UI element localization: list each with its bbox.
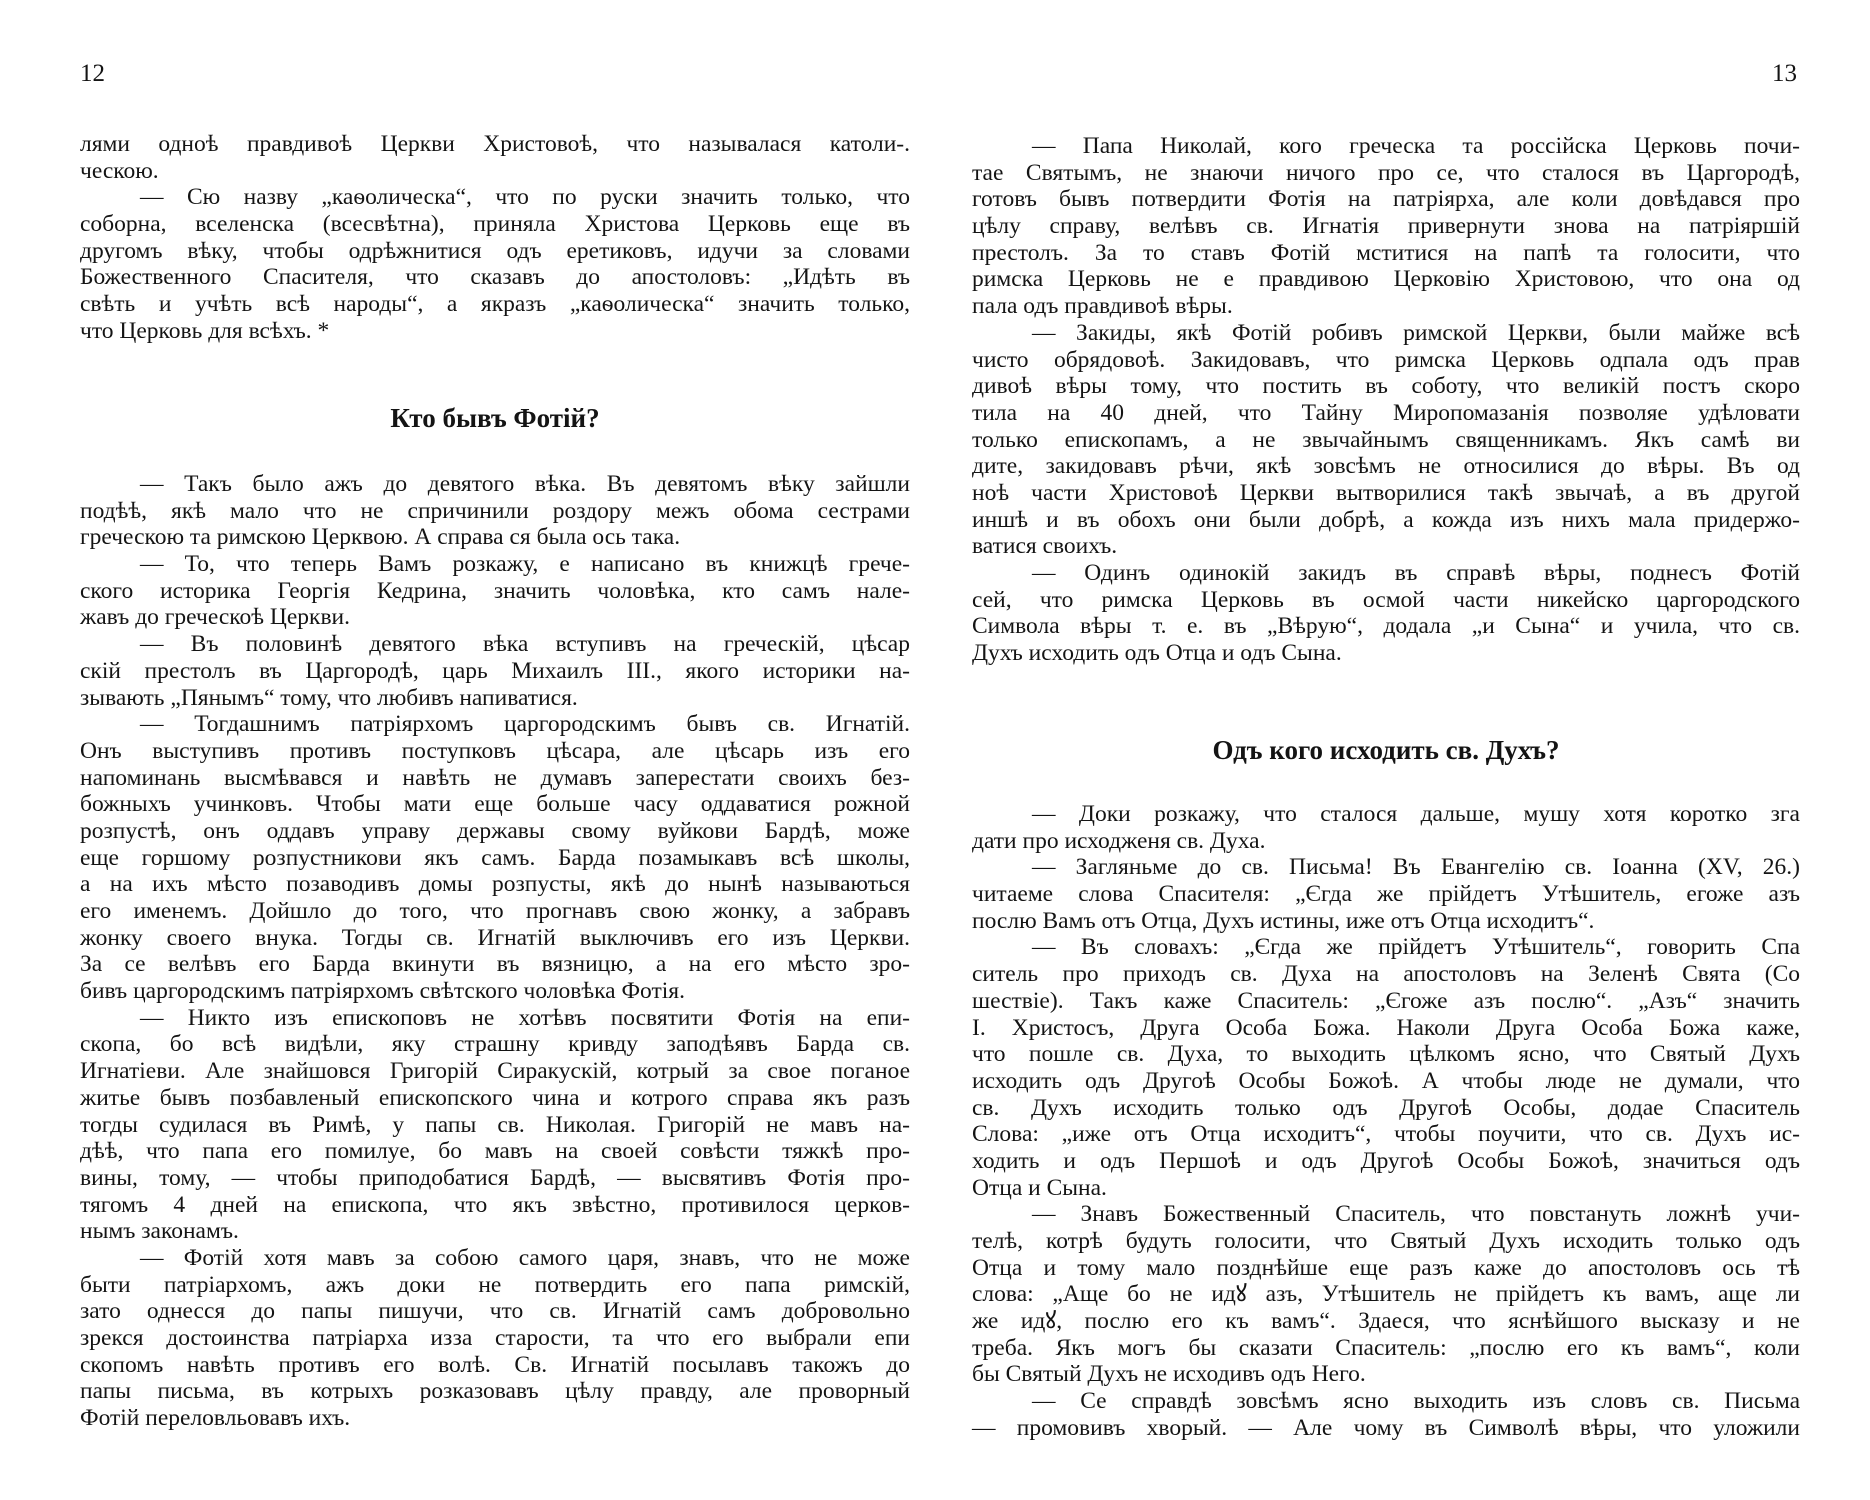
text-line: еще горшому розпустникови якъ самъ. Барда позамыкавъ всѣ школы, xyxy=(80,844,910,871)
left-section-heading: Кто бывъ Фотій? xyxy=(390,403,600,433)
text-line: дивоѣ вѣры тому, что постить въ соботу, что великій постъ скоро xyxy=(972,373,1800,400)
text-line: шествіе). Такъ каже Спаситель: „Єгоже азъ послю“. „Азъ“ значить xyxy=(972,987,1800,1014)
text-line: тила на 40 дней, что Тайну Миропомазанія позволяе удѣловати xyxy=(972,399,1800,426)
text-line: Отца и тому мало позднѣйше еще разъ каже до апостоловъ ось тѣ xyxy=(972,1254,1800,1281)
text-line: — Въ половинѣ девятого вѣка вступивъ на греческій, цѣсар xyxy=(140,631,910,658)
text-line: лями одноѣ правдивоѣ Церкви Христовоѣ, что называлася католи-. xyxy=(80,131,910,157)
text-line: розпустѣ, онъ оддавъ управу державы свому вуйкови Бардѣ, може xyxy=(80,817,910,844)
text-line: дати про исходженя св. Духа. xyxy=(972,827,1266,854)
text-line: слова: „Аще бо не идꙋ азъ, Утѣшитель не прійдетъ къ вамъ, аще ли xyxy=(972,1281,1800,1308)
paragraph xyxy=(972,1201,1800,1388)
text-line: — Се справдѣ зовсѣмъ ясно выходить изъ словъ св. Письма xyxy=(1032,1388,1800,1415)
text-line: Слова: „иже отъ Отца исходитъ“, чтобы поучити, что св. Духъ ис- xyxy=(972,1121,1800,1148)
text-line: жавъ до греческоѣ Церкви. xyxy=(80,604,351,631)
text-line: греческою та римскою Церквою. А справа ся была ось така. xyxy=(80,524,681,551)
text-line: дѣѣ, что папа его помилуе, бо мавъ на своей совѣсти тяжкѣ про- xyxy=(80,1138,910,1165)
paragraph xyxy=(972,934,1800,1201)
text-line: сей, что римска Церковь въ осмой части никейско царгородского xyxy=(972,586,1800,613)
text-line: Отца и Сына. xyxy=(972,1174,1107,1201)
left-text-block-2 xyxy=(80,471,910,1432)
text-line: ноѣ части Христовоѣ Церкви вытворилися такѣ звычаѣ, а въ другой xyxy=(972,479,1800,506)
text-line: телѣ, котрѣ будуть голосити, что Святый Духъ исходить только одъ xyxy=(972,1228,1800,1254)
text-line: божныхъ учинковъ. Чтобы мати еще больше часу оддаватися рожной xyxy=(80,791,910,818)
text-line: — Сю назву „каѳолическа“, что по руски значить только, что xyxy=(140,184,910,211)
text-line: вины, тому, — чтобы приподобатися Бардѣ, — высвятивъ Фотія про- xyxy=(80,1164,910,1191)
text-line: его именемъ. Дойшло до того, что прогнавъ свою жонку, а забравъ xyxy=(80,898,910,924)
text-line: чисто обрядовоѣ. Закидовавъ, что римска Церковь одпала одъ прав xyxy=(972,346,1800,373)
text-line: только епископамъ, а не звычайнымъ священникамъ. Якъ самѣ ви xyxy=(972,426,1800,453)
paragraph xyxy=(80,1005,910,1245)
text-line: Божественного Спасителя, что сказавъ до апостоловъ: „Идѣть въ xyxy=(80,264,910,291)
text-line: бы Святый Духъ не исходивъ одъ Него. xyxy=(972,1361,1366,1388)
text-line: скій престолъ въ Царгородѣ, царь Михаилъ III., якого историки на- xyxy=(80,657,910,684)
text-line: — Закиды, якѣ Фотій робивъ римской Церкви, были майже всѣ xyxy=(1032,319,1800,346)
text-line: — Такъ было ажъ до девятого вѣка. Въ девятомъ вѣку зайшли xyxy=(140,471,910,497)
paragraph xyxy=(972,1388,1800,1441)
text-line: тягомъ 4 дней на епископа, что якъ звѣстно, противилося церков- xyxy=(80,1191,910,1218)
text-line: читаеме слова Спасителя: „Єгда же прійдетъ Утѣшитель, егоже азъ xyxy=(972,881,1800,908)
text-line: подѣѣ, якѣ мало что не спричинили роздору межъ обома сестрами xyxy=(80,497,910,524)
text-line: цѣлу справу, велѣвъ св. Игнатія привернути знова на патріяршій xyxy=(972,213,1800,240)
paragraph xyxy=(80,1245,910,1432)
text-line: — промовивъ хворый. — Але чому въ Символѣ вѣры, что уложили xyxy=(972,1414,1800,1441)
page-number-right: 13 xyxy=(1772,60,1797,87)
text-line: нымъ законамъ. xyxy=(80,1218,239,1245)
text-line: жонку своего внука. Тогды св. Игнатій выключивъ его изъ Церкви. xyxy=(80,924,910,951)
text-line: тогды судилася въ Римѣ, у папы св. Николая. Григорій не мавъ на- xyxy=(80,1111,910,1138)
text-line: а на ихъ мѣсто позаводивъ домы розпусты, якѣ до нынѣ называються xyxy=(80,871,910,898)
paragraph xyxy=(972,854,1800,934)
text-line: Игнатіеви. Але знайшовся Григорій Сиракускій, котрый за свое поганое xyxy=(80,1058,910,1085)
text-line: быти патріархомъ, ажъ доки не потвердить его папа римскій, xyxy=(80,1271,910,1298)
text-line: ватися своихъ. xyxy=(972,533,1118,560)
text-line: — Доки розкажу, что сталося дальше, мушу хотя коротко зга xyxy=(1032,801,1800,827)
right-section-heading: Одъ кого исходить св. Духъ? xyxy=(1212,735,1560,765)
text-line: послю Вамъ отъ Отца, Духъ истины, иже отъ Отца исходитъ“. xyxy=(972,907,1595,934)
text-line: иншѣ и въ обохъ они были добрѣ, а кожда изъ нихъ мала придержо- xyxy=(972,506,1800,533)
text-line: — Тогдашнимъ патріярхомъ царгородскимъ бывъ св. Игнатій. xyxy=(140,711,910,738)
text-line: соборна, вселенска (всесвѣтна), приняла Христова Церковь еще въ xyxy=(80,211,910,238)
text-line: — Одинъ одинокій закидъ въ справѣ вѣры, поднесъ Фотій xyxy=(1032,560,1800,586)
text-line: — Папа Николай, кого греческа та россійска Церковь почи- xyxy=(1032,133,1800,159)
text-line: треба. Якъ могъ бы сказати Спаситель: „послю его къ вамъ“, коли xyxy=(972,1334,1800,1361)
text-line: ходить и одъ Першоѣ и одъ Другоѣ Особы Божоѣ, значиться одъ xyxy=(972,1147,1800,1174)
text-line: римска Церковь не е правдивою Церковію Христовою, что она од xyxy=(972,266,1800,293)
text-line: скопомъ навѣть противъ его волѣ. Св. Игнатій посылавъ такожъ до xyxy=(80,1351,910,1378)
text-line: — Загляньме до св. Письма! Въ Евангелію св. Іоанна (XV, 26.) xyxy=(1032,854,1800,881)
paragraph xyxy=(972,133,1800,320)
text-line: исходить одъ Другоѣ Особы Божоѣ. А чтобы люде не думали, что xyxy=(972,1067,1800,1094)
paragraph xyxy=(972,560,1800,667)
text-line: бивъ царгородскимъ патріярхомъ свѣтского чоловѣка Фотія. xyxy=(80,978,685,1005)
text-line: тае Святымъ, не знаючи ничого про се, что сталося въ Царгородѣ, xyxy=(972,159,1800,186)
text-line: За се велѣвъ его Барда вкинути въ вязницю, а на его мѣсто зро- xyxy=(80,951,910,978)
paragraph xyxy=(80,711,910,1005)
paragraph xyxy=(80,131,910,184)
text-line: готовъ бывъ потвердити Фотія на патріярха, але коли довѣдався про xyxy=(972,186,1800,213)
text-line: житье бывъ позбавленый епископского чина и котрого справа якъ разъ xyxy=(80,1084,910,1111)
text-line: ситель про приходъ св. Духа на апостоловъ на Зеленѣ Свята (Со xyxy=(972,961,1800,988)
text-line: Символа вѣры т. е. въ „Вѣрую“, додала „и Сына“ и учила, что св. xyxy=(972,613,1800,640)
text-line: другомъ вѣку, чтобы одрѣжнитися одъ еретиковъ, идучи за словами xyxy=(80,237,910,264)
text-line: — Никто изъ епископовъ не хотѣвъ посвятити Фотія на епи- xyxy=(140,1004,910,1031)
text-line: зато однесся до папы пишучи, что св. Игнатій самъ добровольно xyxy=(80,1298,910,1325)
text-line: что пошле св. Духа, то выходить цѣлкомъ ясно, что Святый Духъ xyxy=(972,1041,1800,1068)
text-line: І. Христосъ, Друга Особа Божа. Наколи Друга Особа Божа каже, xyxy=(972,1014,1800,1041)
text-line: зывають „Пянымъ“ тому, что любивъ напиватися. xyxy=(80,684,578,711)
text-line: же идꙋ, послю его къ вамъ“. Здаеся, что яснѣйшого высказу и не xyxy=(972,1308,1800,1335)
text-line: дите, закидовавъ рѣчи, якѣ зовсѣмъ не относилися до вѣры. Въ од xyxy=(972,453,1800,480)
text-line: зрекся достоинства патріарха изза старости, та что его выбрали епи xyxy=(80,1325,910,1351)
text-line: Фотій переловльовавъ ихъ. xyxy=(80,1405,351,1432)
text-line: — Фотій хотя мавъ за собою самого царя, знавъ, что не може xyxy=(140,1244,910,1271)
text-line: напоминань высмѣвався и навѣть не думавъ заперестати своихъ без- xyxy=(80,764,910,791)
text-line: — То, что теперь Вамъ розкажу, е написано въ книжцѣ грече- xyxy=(140,551,910,578)
paragraph xyxy=(972,801,1800,854)
left-text-block-1 xyxy=(80,131,910,345)
text-line: — Въ словахъ: „Єгда же прійдетъ Утѣшитель“, говорить Спа xyxy=(1032,934,1800,961)
text-line: ского историка Георгія Кедрина, значить чоловѣка, кто самъ нале- xyxy=(80,577,910,604)
text-line: Онъ выступивъ противъ поступковъ цѣсара, але цѣсарь изъ его xyxy=(80,737,910,764)
paragraph xyxy=(80,471,910,551)
text-line: престолъ. За то ставъ Фотій мститися на папѣ та голосити, что xyxy=(972,239,1800,266)
text-line: пала одъ правдивоѣ вѣры. xyxy=(972,293,1233,320)
text-line: папы письма, въ котрыхъ розказовавъ цѣлу правду, але проворный xyxy=(80,1378,910,1405)
page-number-left: 12 xyxy=(80,60,105,87)
paragraph xyxy=(80,631,910,711)
text-line: скопа, бо всѣ видѣли, яку страшну кривду заподѣявъ Барда св. xyxy=(80,1031,910,1058)
text-line: Духъ исходить одъ Отца и одъ Сына. xyxy=(972,640,1342,667)
right-text-block-2 xyxy=(972,801,1800,1442)
text-line: ческою. xyxy=(80,157,159,184)
text-line: свѣть и учѣть всѣ народы“, а якразъ „каѳолическа“ значить только, xyxy=(80,291,910,318)
paragraph xyxy=(80,551,910,631)
text-line: — Знавъ Божественный Спаситель, что повстануть ложнѣ учи- xyxy=(1032,1201,1800,1228)
right-text-block-1 xyxy=(972,133,1800,667)
text-line: что Церковь для всѣхъ. * xyxy=(80,317,330,344)
paragraph xyxy=(80,184,910,344)
text-line: св. Духъ исходить только одъ Другоѣ Особы, додае Спаситель xyxy=(972,1094,1800,1121)
paragraph xyxy=(972,320,1800,560)
